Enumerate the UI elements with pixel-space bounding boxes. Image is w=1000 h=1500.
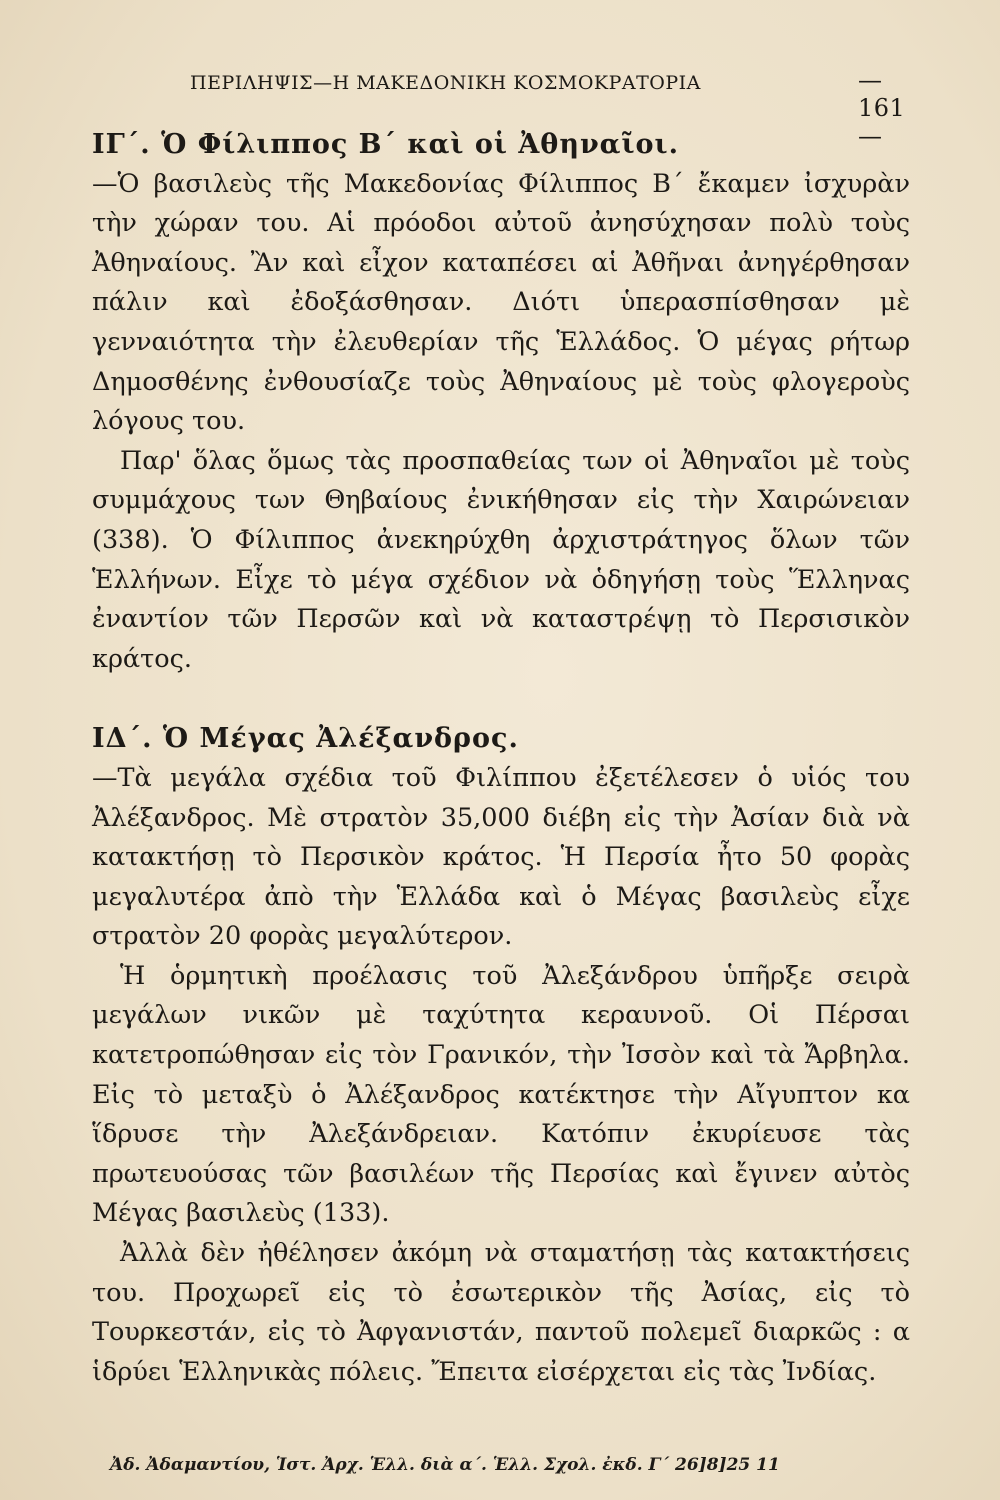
paragraph: —Τὰ μεγάλα σχέδια τοῦ Φιλίππου ἐξετέλεσεν ὁ υἱός του Ἀλέξανδρος. Μὲ στρατὸν 35,000 διέβη εἰς τὴν Ἀσίαν διὰ νὰ κατακτήσῃ τὸ Περσικὸν κράτος. Ἡ Περσία ἦτο 50 φορὰς μεγαλυτέρα ἀπὸ τὴν Ἑλλάδα καὶ ὁ Μέγας βασιλεὺς εἶχε στρατὸν 20 φορὰς μεγαλύτερον. (92, 762, 910, 952)
body-text (92, 125, 910, 1392)
section-title-philip: ΙΓ΄. Ὁ Φίλιππος Β΄ καὶ οἱ Ἀθηναῖοι. (92, 129, 679, 160)
section-title-alexander: ΙΔ΄. Ὁ Μέγας Ἀλέξανδρος. (92, 723, 519, 755)
printer-signature-line: Ἀδ. Ἀδαμαντίου, Ἱστ. Ἀρχ. Ἑλλ. διὰ α΄. Ἑλλ. Σχολ. ἐκδ. Γ΄ 26]8]25 11 (110, 1455, 780, 1475)
paragraph: Ἡ ὁρμητικὴ προέλασις τοῦ Ἀλεξάνδρου ὑπῆρξε σειρὰ μεγάλων νικῶν μὲ ταχύτητα κεραυνοῦ. Οἱ Πέρσαι κατετροπώθησαν εἰς τὸν Γρανικόν, τὴν Ἰσσὸν καὶ τὰ Ἄρβηλα. Εἰς τὸ μεταξὺ ὁ Ἀλέξανδρος κατέκτησε τὴν Αἴγυπτον κα ἵδρυσε τὴν Ἀλεξάνδρειαν. Κατόπιν ἐκυρίευσε τὰς πρωτευούσας τῶν βασιλέων τῆς Περσίας καὶ ἔγινεν αὐτὸς Μέγας βασιλεὺς (133). (92, 960, 910, 1229)
paragraph: —Ὁ βασιλεὺς τῆς Μακεδονίας Φίλιππος Β΄ ἔκαμεν ἰσχυρὰν τὴν χώραν του. Αἱ πρόοδοι αὐτοῦ ἀνησύχησαν πολὺ τοὺς Ἀθηναίους. Ἂν καὶ εἶχον καταπέσει αἱ Ἀθῆναι ἀνηγέρθησαν πάλιν καὶ ἐδοξάσθησαν. Διότι ὑπερασπίσθησαν μὲ γενναιότητα τὴν ἐλευθερίαν τῆς Ἑλλάδος. Ὁ μέγας ρήτωρ Δημοσθένης ἐνθουσίαζε τοὺς Ἀθηναίους μὲ τοὺς φλογεροὺς λόγους του. (92, 168, 910, 437)
paragraph: Παρ' ὅλας ὅμως τὰς προσπαθείας των οἱ Ἀθηναῖοι μὲ τοὺς συμμάχους των Θηβαίους ἐνικήθησαν εἰς τὴν Χαιρώνειαν (338). Ὁ Φίλιππος ἀνεκηρύχθη ἀρχιστράτηγος ὅλων τῶν Ἑλλήνων. Εἶχε τὸ μέγα σχέδιον νὰ ὁδηγήσῃ τοὺς Ἕλληνας ἐναντίον τῶν Περσῶν καὶ νὰ καταστρέψῃ τὸ Περσισικὸν κράτος. (92, 445, 910, 674)
paragraph: Ἀλλὰ δὲν ἠθέλησεν ἀκόμη νὰ σταματήσῃ τὰς κατακτήσεις του. Προχωρεῖ εἰς τὸ ἐσωτερικὸν τῆς Ἀσίας, εἰς τὸ Τουρκεστάν, εἰς τὸ Ἀφγανιστάν, παντοῦ πολεμεῖ διαρκῶς : α ἱδρύει Ἑλληνικὰς πόλεις. Ἔπειτα εἰσέρχεται εἰς τὰς Ἰνδίας. (92, 1238, 910, 1387)
running-title: ΠΕΡΙΛΗΨΙΣ—Η ΜΑΚΕΔΟΝΙΚΗ ΚΟΣΜΟΚΡΑΤΟΡΙΑ (190, 72, 701, 94)
section-gap (92, 679, 910, 719)
page-number: — 161 — (858, 66, 906, 150)
